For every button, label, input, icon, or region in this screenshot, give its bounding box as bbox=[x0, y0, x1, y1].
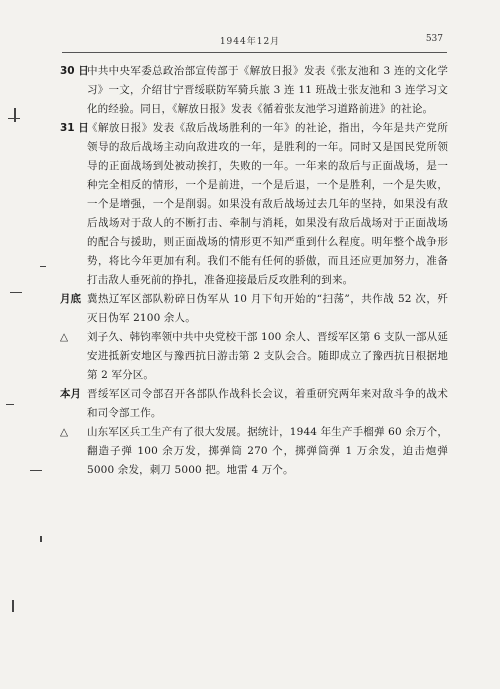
entry-date-label: 本月 bbox=[60, 388, 81, 400]
running-header-date: 1944年12月 bbox=[219, 37, 281, 47]
scan-mark bbox=[6, 404, 14, 405]
entry-text: 刘子久、韩钧率领中共中央党校干部 100 余人、晋绥军区第 6 支队一部从延安进抵新安地区与豫西抗日游击第 2 支队会合。随即成立了豫西抗日根据地第 2 军分区。 bbox=[87, 331, 448, 381]
entry-31st bbox=[60, 119, 448, 290]
header-divider bbox=[62, 52, 447, 53]
entry-text: 冀热辽军区部队粉碎日伪军从 10 月下旬开始的“扫荡”，共作战 52 次，歼灭日伪军 2100 余人。 bbox=[87, 293, 448, 324]
entry-30th bbox=[60, 62, 448, 119]
entry-text: 晋绥军区司令部召开各部队作战科长会议，着重研究两年来对敌斗争的战术和司令部工作。 bbox=[87, 388, 448, 419]
page-number: 537 bbox=[425, 34, 443, 44]
entry-month-end bbox=[60, 290, 448, 328]
entry-text: 《解放日报》发表《敌后战场胜利的一年》的社论，指出，今年是共产党所领导的敌后战场主动向敌进攻的一年，是胜利的一年。同时又是国民党所领导的正面战场到处被动挨打，失败的一年。一年来的敌后与正面战场，是一种完全相反的情形，一个是前进，一个是后退，一个是胜利，一个是失败，一个是增强，一个是削弱。如果没有敌后战场过去几年的坚持，如果没有敌后战场对于敌人的不断打击、牵制与消耗，如果没有敌后战场对于正面战场的配合与援助，则正面战场的情形更不知严重到什么程度。明年整个战争形势，将比今年更加有利。我们不能有任何的骄傲，而且还应更加努力，准备打击敌人垂死前的挣扎，准备迎接最后反攻胜利的到来。 bbox=[87, 122, 448, 286]
scan-mark bbox=[8, 118, 20, 119]
scan-mark bbox=[30, 470, 42, 471]
entry-this-month bbox=[60, 385, 448, 423]
scan-mark bbox=[40, 536, 42, 542]
entry-date-label: 31 日 bbox=[60, 122, 89, 134]
scan-mark bbox=[14, 108, 16, 122]
entry-triangle-2 bbox=[60, 423, 448, 480]
entry-date-label: 月底 bbox=[60, 293, 81, 305]
chronicle-entries bbox=[60, 62, 448, 480]
scan-mark bbox=[40, 266, 46, 267]
entry-text: 中共中央军委总政治部宣传部于《解放日报》发表《张友池和 3 连的文化学习》一文，介绍甘宁晋绥联防军骑兵旅 3 连 11 班战士张友池和 3 连学习文化的经验。同日，《解放日报》发表《循着张友池学习道路前进》的社论。 bbox=[87, 65, 448, 115]
triangle-marker: △ bbox=[60, 331, 69, 343]
entry-date-label: 30 日 bbox=[60, 65, 89, 77]
entry-text: 山东军区兵工生产有了很大发展。据统计，1944 年生产手榴弹 60 余万个，翻造子弹 100 余万发，掷弹筒 270 个，掷弹筒弹 1 万余发，迫击炮弹 5000 余发，刺刀 5000 把。地雷 4 万个。 bbox=[87, 426, 448, 476]
scan-mark bbox=[12, 600, 14, 612]
triangle-marker: △ bbox=[60, 426, 69, 438]
entry-triangle-1 bbox=[60, 328, 448, 385]
scan-mark bbox=[10, 292, 22, 293]
